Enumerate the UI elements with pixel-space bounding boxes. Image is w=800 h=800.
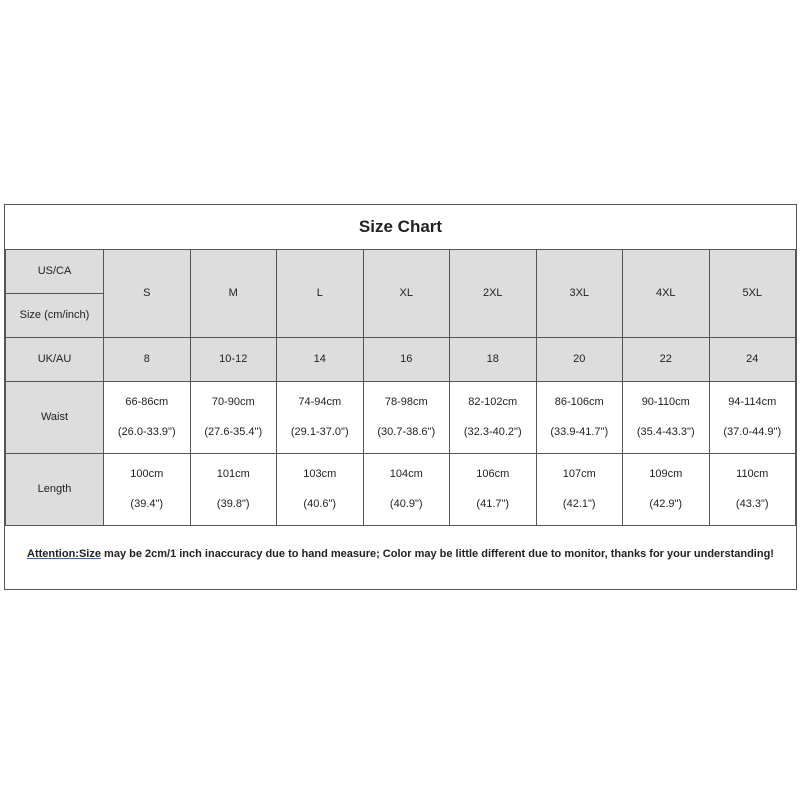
size-cell: 4XL [623,250,710,338]
length-inch: (43.3") [735,497,769,510]
length-cm: 106cm [476,468,510,481]
attention-note-text: may be 2cm/1 inch inaccuracy due to hand measure; Color may be little different due to monitor, thanks for your understanding! [100,548,774,561]
chart-title: Size Chart [6,205,796,250]
waist-cm: 74-94cm [298,396,342,409]
attention-note [6,526,796,585]
uk-size-cell: 24 [709,338,796,382]
waist-cell [709,382,796,454]
size-cell: 3XL [536,250,623,338]
waist-inch: (32.3-40.2") [463,425,522,438]
waist-cm: 82-102cm [468,396,518,409]
length-inch: (42.9") [649,497,683,510]
size-cell: 2XL [450,250,537,338]
length-cell [190,454,277,526]
length-cm: 103cm [303,468,337,481]
waist-inch: (35.4-43.3") [636,425,695,438]
waist-cell [277,382,364,454]
length-cell [536,454,623,526]
waist-cm: 66-86cm [125,396,169,409]
length-inch: (39.8") [216,497,250,510]
uk-size-cell: 8 [104,338,191,382]
length-cm: 101cm [216,468,250,481]
waist-inch: (30.7-38.6") [377,425,436,438]
uk-size-cell: 18 [450,338,537,382]
waist-cm: 94-114cm [728,396,777,409]
waist-cm: 78-98cm [384,396,428,409]
size-chart [4,204,797,590]
waist-cm: 90-110cm [641,396,690,409]
uk-au-row [6,338,796,382]
waist-row [6,382,796,454]
waist-inch: (26.0-33.9") [117,425,176,438]
waist-inch: (29.1-37.0") [290,425,349,438]
length-cm: 109cm [649,468,683,481]
length-inch: (41.7") [476,497,510,510]
length-cell [277,454,364,526]
length-inch: (40.6") [303,497,337,510]
waist-cm: 70-90cm [211,396,255,409]
waist-cell [190,382,277,454]
row-label-length: Length [6,454,104,526]
length-cell [709,454,796,526]
waist-cell [623,382,710,454]
size-cell: S [104,250,191,338]
waist-cell [363,382,450,454]
length-inch: (39.4") [130,497,164,510]
waist-cm: 86-106cm [554,396,604,409]
waist-cell [536,382,623,454]
size-cell: M [190,250,277,338]
length-cell [623,454,710,526]
waist-cell [104,382,191,454]
attention-note-lead: Attention:Size [27,548,101,561]
size-cell: 5XL [709,250,796,338]
uk-size-cell: 20 [536,338,623,382]
size-cell: L [277,250,364,338]
uk-size-cell: 10-12 [190,338,277,382]
row-label-waist: Waist [6,382,104,454]
waist-inch: (27.6-35.4") [204,425,263,438]
length-cell [363,454,450,526]
waist-inch: (37.0-44.9") [723,425,782,438]
waist-cell [450,382,537,454]
length-cm: 110cm [736,468,769,481]
size-table [5,205,796,584]
length-cell [104,454,191,526]
length-inch: (42.1") [562,497,596,510]
row-label-us-ca: US/CA [6,250,104,294]
row-label-size-unit: Size (cm/inch) [6,294,104,338]
uk-size-cell: 16 [363,338,450,382]
length-cm: 107cm [562,468,596,481]
length-cell [450,454,537,526]
size-cell: XL [363,250,450,338]
uk-size-cell: 22 [623,338,710,382]
size-header-row [6,250,796,294]
length-cm: 104cm [389,468,423,481]
row-label-uk-au: UK/AU [6,338,104,382]
length-inch: (40.9") [389,497,423,510]
length-cm: 100cm [130,468,164,481]
length-row [6,454,796,526]
uk-size-cell: 14 [277,338,364,382]
waist-inch: (33.9-41.7") [550,425,609,438]
